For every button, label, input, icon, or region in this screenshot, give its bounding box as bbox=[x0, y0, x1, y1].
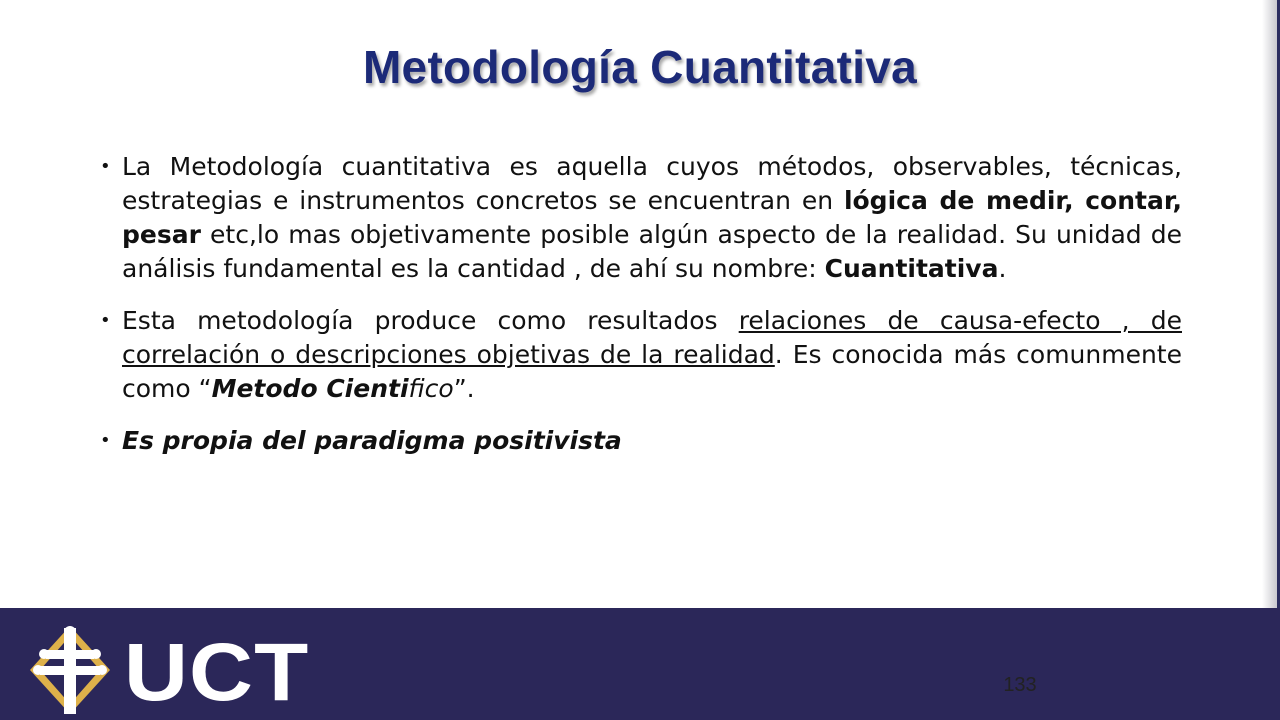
bullet-text: . bbox=[998, 254, 1007, 283]
bullet-text: . Es conocida más comunmente como “ bbox=[122, 340, 1182, 403]
bullet-text: etc,lo mas objetivamente posible algún aspecto de la realidad. Su unidad de análisis fundamental es la cantidad , de ahí su nombre: bbox=[122, 220, 1182, 283]
bullet-dot-icon: • bbox=[100, 430, 111, 451]
bullet-definition bbox=[100, 150, 1182, 286]
bullet-paradigm bbox=[100, 424, 1182, 458]
bullet-italic-text: fico bbox=[408, 374, 454, 403]
page-number: 133 bbox=[1003, 674, 1037, 696]
uct-cross-logo-icon bbox=[24, 622, 116, 718]
bullet-results bbox=[100, 304, 1182, 406]
bullet-dot-icon: • bbox=[100, 156, 111, 177]
bullet-bold-italic-text: Metodo Cienti bbox=[211, 374, 409, 403]
slide-title: Metodología Cuantitativa bbox=[362, 41, 918, 93]
bullet-text: ”. bbox=[453, 374, 475, 403]
bullet-text: La Metodología cuantitativa es aquella cuyos métodos, observables, técnicas, estrategias e instrumentos concretos se encuentran en bbox=[122, 152, 1182, 215]
uct-logo-text: UCT bbox=[124, 627, 310, 718]
bullet-bold-text: Cuantitativa bbox=[824, 254, 999, 283]
bullet-underlined-text: relaciones de causa-efecto , de correlación o descripciones objetivas de la realidad bbox=[122, 306, 1182, 369]
bullet-text: Esta metodología produce como resultados bbox=[122, 306, 739, 335]
bullet-bold-italic-text: Es propia del paradigma positivista bbox=[122, 426, 622, 455]
bullet-dot-icon: • bbox=[100, 310, 111, 331]
slide-body bbox=[100, 150, 1182, 476]
bullet-bold-text: lógica de medir, contar, pesar bbox=[122, 186, 1182, 249]
